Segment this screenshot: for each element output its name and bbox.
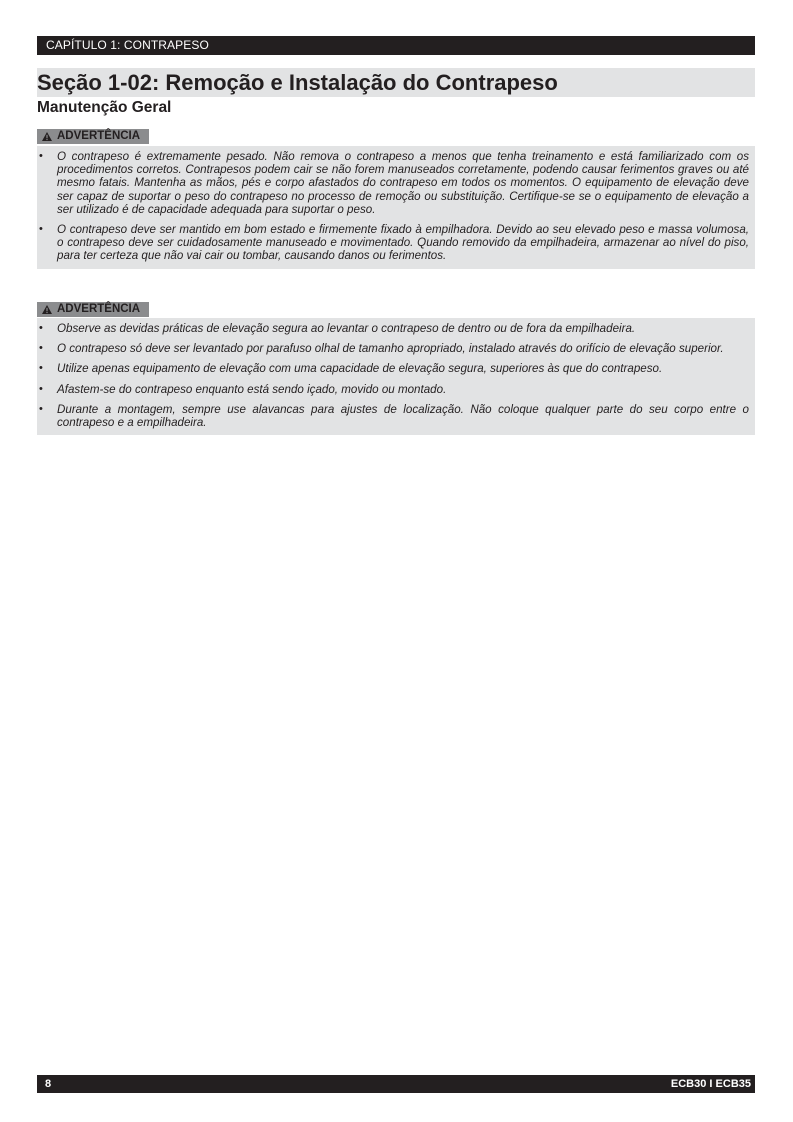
warning-item	[37, 362, 749, 375]
bullet: •	[39, 150, 43, 162]
warning-item	[37, 383, 749, 396]
warning-list	[37, 150, 749, 263]
warning-item	[37, 342, 749, 355]
warning-item	[37, 322, 749, 335]
warning-label: ADVERTÊNCIA	[57, 303, 141, 315]
warning-triangle-icon	[42, 305, 52, 314]
warning-list	[37, 322, 749, 429]
bullet: •	[39, 342, 43, 355]
warning-item	[37, 403, 749, 429]
subsection-title: Manutenção Geral	[37, 99, 172, 116]
warning-triangle-icon	[42, 132, 52, 141]
warning-label: ADVERTÊNCIA	[57, 130, 141, 142]
warning-item-text: Durante a montagem, sempre use alavancas para ajustes de localização. Não coloque qualquer parte do seu corpo entre o contrapeso e a empilhadeira.	[57, 402, 749, 430]
model-names: ECB30 I ECB35	[670, 1078, 751, 1090]
page-number: 8	[45, 1078, 52, 1090]
warning-item-text: Utilize apenas equipamento de elevação com uma capacidade de elevação segura, superiores às que do contrapeso.	[57, 362, 663, 376]
bullet: •	[39, 382, 43, 395]
bullet: •	[39, 402, 43, 415]
warning-item-text: O contrapeso é extremamente pesado. Não remova o contrapeso a menos que tenha treinamento e está familiarizado com os procedimentos corretos. Contrapesos podem cair se não forem manuseados corretamente, podendo causar ferimentos graves ou até mesmo fatais. Mantenha as mãos, pés e corpo afastados do contrapeso em todos os momentos. O equipamento de elevação deve ser capaz de suportar o peso do contrapeso no processo de remoção ou substituição. Certifique-se se o equipamento de elevação a ser utilizado é de capacidade adequada para suportar o peso.	[57, 150, 749, 216]
warning-box	[37, 146, 755, 269]
warning-item-text: O contrapeso só deve ser levantado por parafuso olhal de tamanho apropriado, instalado através do orifício de elevação superior.	[57, 342, 724, 356]
bullet: •	[39, 223, 43, 236]
warning-header	[37, 302, 149, 317]
warning-header	[37, 129, 149, 144]
warning-item	[37, 223, 749, 263]
bullet: •	[39, 362, 43, 375]
warning-item-text: Observe as devidas práticas de elevação segura ao levantar o contrapeso de dentro ou de fora da empilhadeira.	[57, 322, 636, 335]
warning-item-text: O contrapeso deve ser mantido em bom estado e firmemente fixado à empilhadora. Devido ao seu elevado peso e massa volumosa, o contrapeso deve ser cuidadosamente manuseado e movimentado. Quando removido da empilhadeira, armazenar ao nível do piso, para ter certeza que não vai cair ou tombar, causando danos ou ferimentos.	[57, 223, 749, 263]
section-title: Seção 1-02: Remoção e Instalação do Contrapeso	[37, 70, 558, 95]
bullet: •	[39, 322, 43, 334]
warning-item	[37, 150, 749, 216]
chapter-header: CAPÍTULO 1: CONTRAPESO	[37, 36, 755, 55]
warning-box	[37, 318, 755, 435]
page-footer	[37, 1075, 755, 1093]
warning-item-text: Afastem-se do contrapeso enquanto está sendo içado, movido ou montado.	[57, 382, 447, 396]
